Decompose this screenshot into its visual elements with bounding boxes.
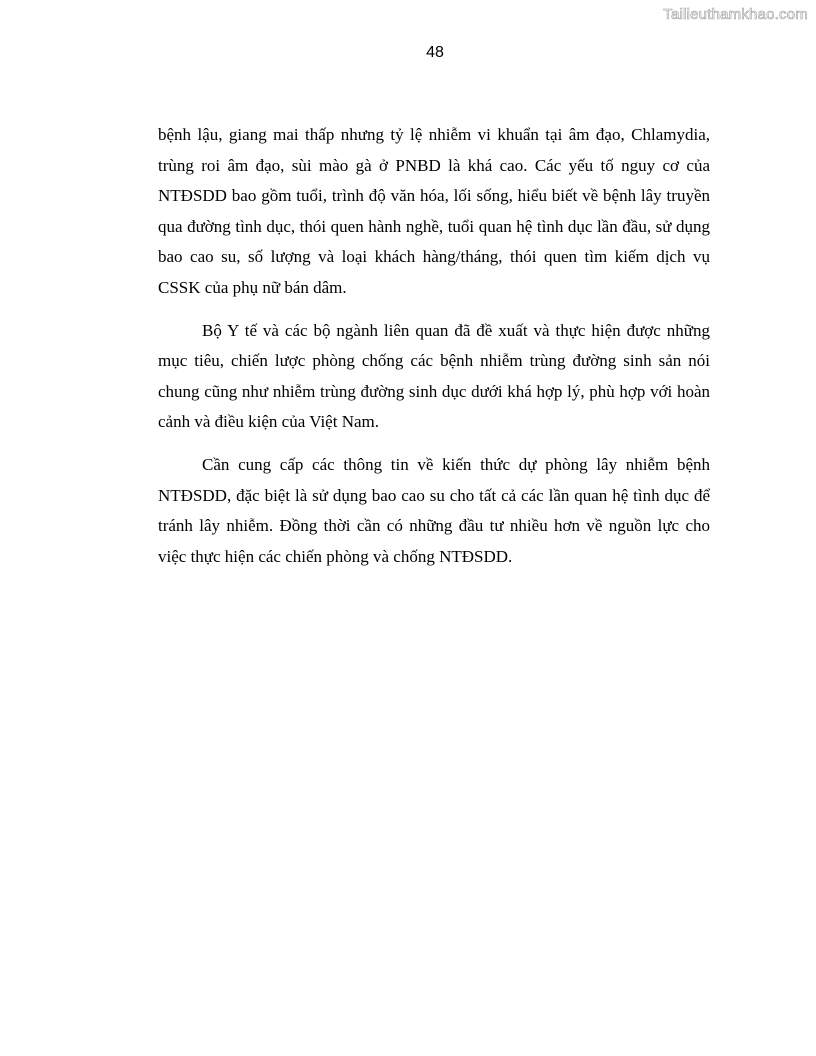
watermark-text: Tailieuthamkhao.com [663,6,808,23]
paragraph-2: Bộ Y tế và các bộ ngành liên quan đã đề xuất và thực hiện được những mục tiêu, chiến lược phòng chống các bệnh nhiễm trùng đường sinh sản nói chung cũng như nhiễm trùng đường sinh dục dưới khá hợp lý, phù hợp với hoàn cảnh và điều kiện của Việt Nam. [158,320,710,432]
paragraph-3: Cần cung cấp các thông tin về kiến thức dự phòng lây nhiễm bệnh NTĐSDD, đặc biệt là sử dụng bao cao su cho tất cả các lần quan hệ tình dục để tránh lây nhiễm. Đồng thời cần có những đầu tư nhiều hơn về nguồn lực cho việc thực hiện các chiến phòng và chống NTĐSDD. [158,454,710,566]
document-body [158,120,710,584]
page-number: 48 [426,44,444,61]
paragraph-1: bệnh lậu, giang mai thấp nhưng tỷ lệ nhiễm vi khuẩn tại âm đạo, Chlamydia, trùng roi âm đạo, sùi mào gà ở PNBD là khá cao. Các yếu tố nguy cơ của NTĐSDD bao gồm tuổi, trình độ văn hóa, lối sống, hiểu biết về bệnh lây truyền qua đường tình dục, thói quen hành nghề, tuổi quan hệ tình dục lần đầu, sử dụng bao cao su, số lượng và loại khách hàng/tháng, thói quen tìm kiếm dịch vụ CSSK của phụ nữ bán dâm. [158,125,710,297]
